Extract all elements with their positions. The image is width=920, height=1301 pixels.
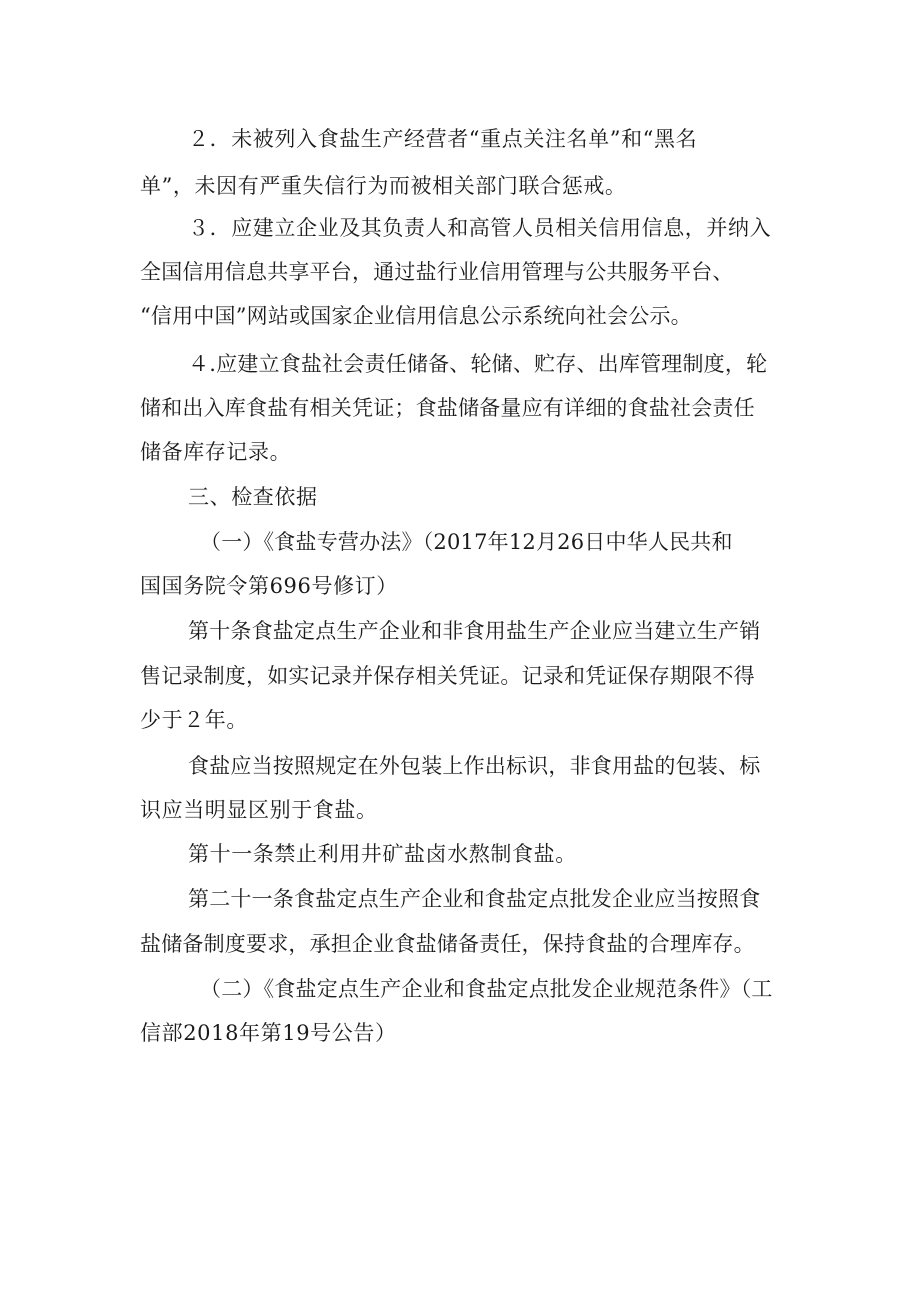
paragraph-line: 全国信用信息共享平台，通过盐行业信用管理与公共服务平台、 (140, 260, 734, 284)
paragraph-line: “信用中国”网站或国家企业信用信息公示系统向社会公示。 (140, 304, 692, 328)
paragraph-line: 储和出入库食盐有相关凭证；食盐储备量应有详细的食盐社会责任 (140, 396, 755, 420)
paragraph-line: （二）《食盐定点生产企业和食盐定点批发企业规范条件》（工 (200, 977, 773, 1001)
paragraph-line: ４.应建立食盐社会责任储备、轮储、贮存、出库管理制度，轮 (188, 352, 768, 376)
section-heading: 三、检查依据 (188, 485, 318, 509)
paragraph-line: 单”，未因有严重失信行为而被相关部门联合惩戒。 (140, 174, 627, 198)
paragraph-line: 少于２年。 (140, 708, 248, 732)
paragraph-line: （一）《食盐专营办法》（2017年12月26日中华人民共和 (200, 530, 733, 554)
paragraph-line: 食盐应当按照规定在外包装上作出标识，非食用盐的包装、标 (188, 754, 761, 778)
paragraph-line: 识应当明显区别于食盐。 (140, 798, 378, 822)
paragraph-line: 盐储备制度要求，承担企业食盐储备责任，保持食盐的合理库存。 (140, 932, 755, 956)
paragraph-line: 售记录制度，如实记录并保存相关凭证。记录和凭证保存期限不得 (140, 664, 755, 688)
paragraph-line: 储备库存记录。 (140, 440, 292, 464)
paragraph-line: 国国务院令第696号修订） (140, 574, 398, 598)
paragraph-line: ３．应建立企业及其负责人和高管人员相关信用信息，并纳入 (188, 216, 772, 240)
paragraph-line: 信部2018年第19号公告） (140, 1021, 397, 1045)
paragraph-line: 第二十一条食盐定点生产企业和食盐定点批发企业应当按照食 (188, 887, 761, 911)
paragraph-line: 第十条食盐定点生产企业和非食用盐生产企业应当建立生产销 (188, 619, 761, 643)
paragraph-line: 第十一条禁止利用井矿盐卤水熬制食盐。 (188, 842, 577, 866)
paragraph-line: ２．未被列入食盐生产经营者“重点关注名单”和“黑名 (188, 127, 698, 151)
